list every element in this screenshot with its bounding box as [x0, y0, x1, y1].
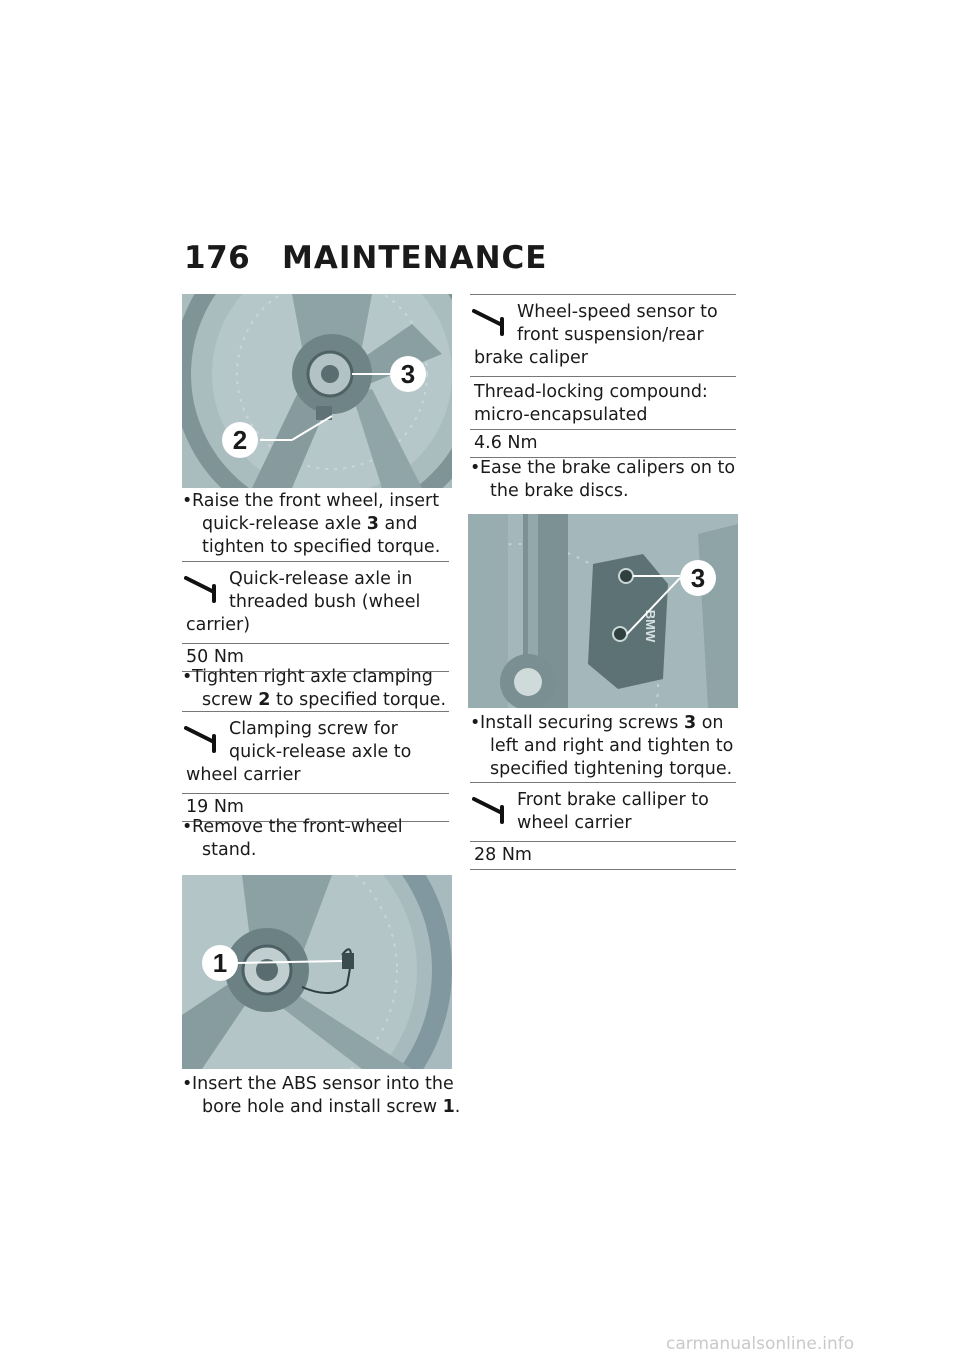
step-text: specified tightening torque.: [490, 759, 733, 779]
step-text: quick-release axle: [202, 514, 367, 534]
caliper-logo: BMW: [643, 609, 658, 643]
compound-value: micro-encapsulated: [474, 405, 648, 425]
page-number: 176: [184, 240, 251, 276]
spec-label: threaded bush (wheel: [229, 592, 421, 612]
torque-value: 50 Nm: [182, 644, 449, 672]
callout-3: 3: [690, 563, 706, 593]
step-text: Remove the front-wheel: [192, 817, 403, 837]
compound-label: Thread-locking compound:: [474, 382, 708, 402]
torque-spec-wheel-speed-sensor: [470, 294, 736, 458]
callout-1: 1: [212, 948, 228, 978]
step-text: and: [378, 514, 418, 534]
spec-label: Front brake calliper to: [517, 790, 709, 810]
step-text: Ease the brake calipers on to: [480, 458, 736, 478]
bullet-dot: •: [470, 458, 481, 478]
callout-2: 2: [232, 425, 248, 455]
torque-value: 4.6 Nm: [470, 430, 736, 458]
bullet-dot: •: [182, 1074, 193, 1094]
item-ref: 2: [258, 690, 271, 710]
step-text: Insert the ABS sensor into the: [192, 1074, 454, 1094]
spec-label: Clamping screw for: [229, 719, 398, 739]
bullet-dot: •: [182, 491, 193, 511]
step-text: Raise the front wheel, insert: [192, 491, 440, 511]
step-text: .: [454, 1097, 461, 1117]
brake-caliper-photo: [468, 514, 738, 708]
item-ref: 3: [683, 713, 697, 733]
torque-value: 19 Nm: [182, 794, 449, 822]
spec-label: Quick-release axle in: [229, 569, 413, 589]
wrench-icon: [184, 574, 222, 604]
spec-label: quick-release axle to: [229, 742, 412, 762]
step-text: bore hole and install screw: [202, 1097, 443, 1117]
torque-spec-axle: [182, 561, 449, 672]
item-ref: 3: [366, 514, 379, 534]
bullet-dot: •: [182, 817, 193, 837]
step-text: to specified torque.: [270, 690, 447, 710]
torque-value: 28 Nm: [470, 842, 736, 870]
step-text: left and right and tighten to: [490, 736, 734, 756]
torque-spec-caliper: [470, 782, 736, 870]
bullet-dot: •: [182, 667, 193, 687]
spec-label: wheel carrier: [186, 765, 301, 785]
step-text: stand.: [202, 840, 257, 860]
spec-label: carrier): [186, 615, 251, 635]
step-text: screw: [202, 690, 259, 710]
item-ref: 1: [442, 1097, 455, 1117]
page-title: MAINTENANCE: [282, 240, 548, 276]
spec-label: wheel carrier: [517, 813, 632, 833]
step-text: the brake discs.: [490, 481, 629, 501]
wheel-axle-photo: [182, 294, 452, 488]
step-text: tighten to specified torque.: [202, 537, 441, 557]
step-text: Install securing screws: [480, 713, 684, 733]
torque-spec-clamping: [182, 711, 449, 822]
spec-label: Wheel-speed sensor to: [517, 302, 718, 322]
spec-label: front suspension/rear: [517, 325, 704, 345]
wrench-icon: [184, 724, 222, 754]
wrench-icon: [472, 307, 510, 337]
bullet-dot: •: [470, 713, 481, 733]
step-text: on: [696, 713, 724, 733]
wrench-icon: [472, 795, 510, 825]
spec-label: brake caliper: [474, 348, 589, 368]
callout-3: 3: [400, 359, 416, 389]
abs-sensor-photo: [182, 875, 452, 1069]
step-text: Tighten right axle clamping: [192, 667, 433, 687]
watermark: carmanualsonline.info: [666, 1334, 855, 1354]
